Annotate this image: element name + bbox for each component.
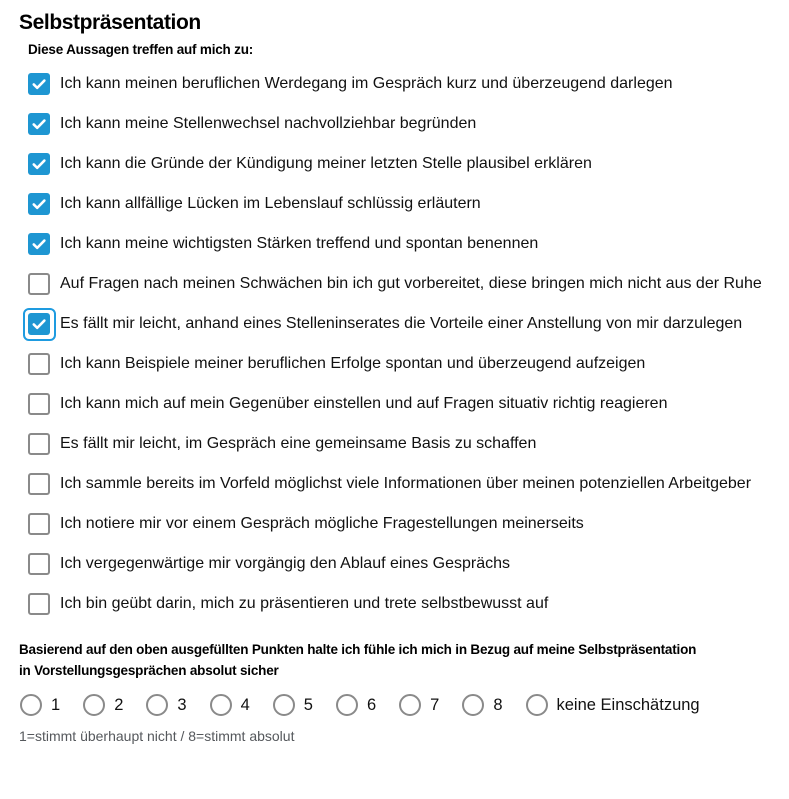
checkbox[interactable] [28, 353, 50, 375]
radio-option [462, 694, 502, 716]
radio-button[interactable] [273, 694, 295, 716]
checkbox[interactable] [28, 593, 50, 615]
radio-button[interactable] [526, 694, 548, 716]
checkbox-label[interactable]: Ich kann allfällige Lücken im Lebenslauf schlüssig erläutern [60, 195, 481, 212]
checkmark-icon [30, 235, 48, 253]
radio-button[interactable] [210, 694, 232, 716]
checkbox-row [28, 391, 767, 417]
checkbox-list [28, 71, 767, 617]
checkbox-label[interactable]: Ich bin geübt darin, mich zu präsentieren und trete selbstbewusst auf [60, 595, 549, 612]
radio-label[interactable]: 6 [366, 695, 377, 714]
checkbox-label[interactable]: Es fällt mir leicht, im Gespräch eine gemeinsame Basis zu schaffen [60, 435, 537, 452]
radio-label[interactable]: 7 [430, 695, 440, 714]
checkbox-label[interactable]: Es fällt mir leicht, anhand eines Stelleninserates die Vorteile einer Anstellung von mir darzulegen [60, 315, 743, 332]
page-title: Selbstpräsentation [19, 11, 201, 34]
checkbox[interactable] [28, 273, 50, 295]
checkbox[interactable] [28, 233, 50, 255]
checkbox-row [28, 351, 767, 377]
radio-button[interactable] [146, 694, 168, 716]
checkbox-label[interactable]: Ich kann meine Stellenwechsel nachvollziehbar begründen [60, 115, 477, 132]
radio-option [336, 694, 376, 716]
checkbox-label[interactable]: Ich kann mich auf mein Gegenüber einstellen und auf Fragen situativ richtig reagieren [60, 395, 668, 412]
checkbox-row [28, 231, 767, 257]
checkbox-row [28, 271, 767, 297]
checkmark-icon [30, 195, 48, 213]
checkmark-icon [30, 75, 48, 93]
checkbox[interactable] [28, 553, 50, 575]
section-instruction: Diese Aussagen treffen auf mich zu: [28, 42, 254, 57]
checkbox-row [28, 191, 767, 217]
checkbox-row [28, 551, 767, 577]
radio-option [83, 694, 123, 716]
radio-option [210, 694, 250, 716]
checkbox-label[interactable]: Auf Fragen nach meinen Schwächen bin ich gut vorbereitet, diese bringen mich nicht aus der Ruhe [60, 275, 762, 292]
radio-label[interactable]: 3 [177, 695, 187, 714]
radio-option [526, 694, 700, 716]
checkbox-label[interactable]: Ich vergegenwärtige mir vorgängig den Ablauf eines Gesprächs [60, 555, 511, 572]
checkbox-label[interactable]: Ich kann Beispiele meiner beruflichen Erfolge spontan und überzeugend aufzeigen [60, 355, 646, 372]
checkbox-row [28, 111, 767, 137]
checkmark-icon [30, 155, 48, 173]
radio-button[interactable] [336, 694, 358, 716]
checkbox-label[interactable]: Ich sammle bereits im Vorfeld möglichst viele Informationen über meinen potenziellen Arbeitgeber [60, 475, 752, 492]
checkbox-row [28, 511, 767, 537]
radio-button[interactable] [399, 694, 421, 716]
radio-label[interactable]: 5 [303, 695, 313, 714]
radio-label[interactable]: 2 [114, 695, 124, 714]
checkbox[interactable] [28, 473, 50, 495]
radio-option [20, 694, 60, 716]
rating-scale [20, 694, 767, 716]
checkbox[interactable] [28, 73, 50, 95]
radio-option [146, 694, 186, 716]
checkbox-label[interactable]: Ich notiere mir vor einem Gespräch mögliche Fragestellungen meinerseits [60, 515, 584, 532]
checkbox[interactable] [28, 513, 50, 535]
radio-label[interactable]: 8 [493, 695, 503, 714]
rating-question: Basierend auf den oben ausgefüllten Punkten halte ich fühle ich mich in Bezug auf meine Selbstpräsentation in Vorstellungsgesprächen absolut sicher [19, 642, 697, 678]
checkbox-label[interactable]: Ich kann meine wichtigsten Stärken treffend und spontan benennen [60, 235, 539, 252]
radio-label[interactable]: keine Einschätzung [556, 695, 700, 714]
checkbox[interactable] [28, 113, 50, 135]
checkbox-row [28, 431, 767, 457]
checkbox-label[interactable]: Ich kann meinen beruflichen Werdegang im Gespräch kurz und überzeugend darlegen [60, 75, 673, 92]
checkbox-row [28, 591, 767, 617]
radio-label[interactable]: 4 [240, 695, 250, 714]
radio-button[interactable] [462, 694, 484, 716]
checkbox-label[interactable]: Ich kann die Gründe der Kündigung meiner letzten Stelle plausibel erklären [60, 155, 592, 172]
checkmark-icon [30, 115, 48, 133]
checkbox-row [28, 311, 767, 337]
checkbox-row [28, 471, 767, 497]
checkbox[interactable] [28, 313, 50, 335]
radio-button[interactable] [20, 694, 42, 716]
checkbox-row [28, 151, 767, 177]
checkbox[interactable] [28, 193, 50, 215]
radio-option [273, 694, 313, 716]
checkbox[interactable] [28, 393, 50, 415]
checkbox[interactable] [28, 433, 50, 455]
radio-label[interactable]: 1 [51, 695, 61, 714]
checkbox-row [28, 71, 767, 97]
radio-button[interactable] [83, 694, 105, 716]
checkmark-icon [30, 315, 48, 333]
scale-legend: 1=stimmt überhaupt nicht / 8=stimmt absolut [19, 728, 295, 744]
checkbox[interactable] [28, 153, 50, 175]
radio-option [399, 694, 439, 716]
